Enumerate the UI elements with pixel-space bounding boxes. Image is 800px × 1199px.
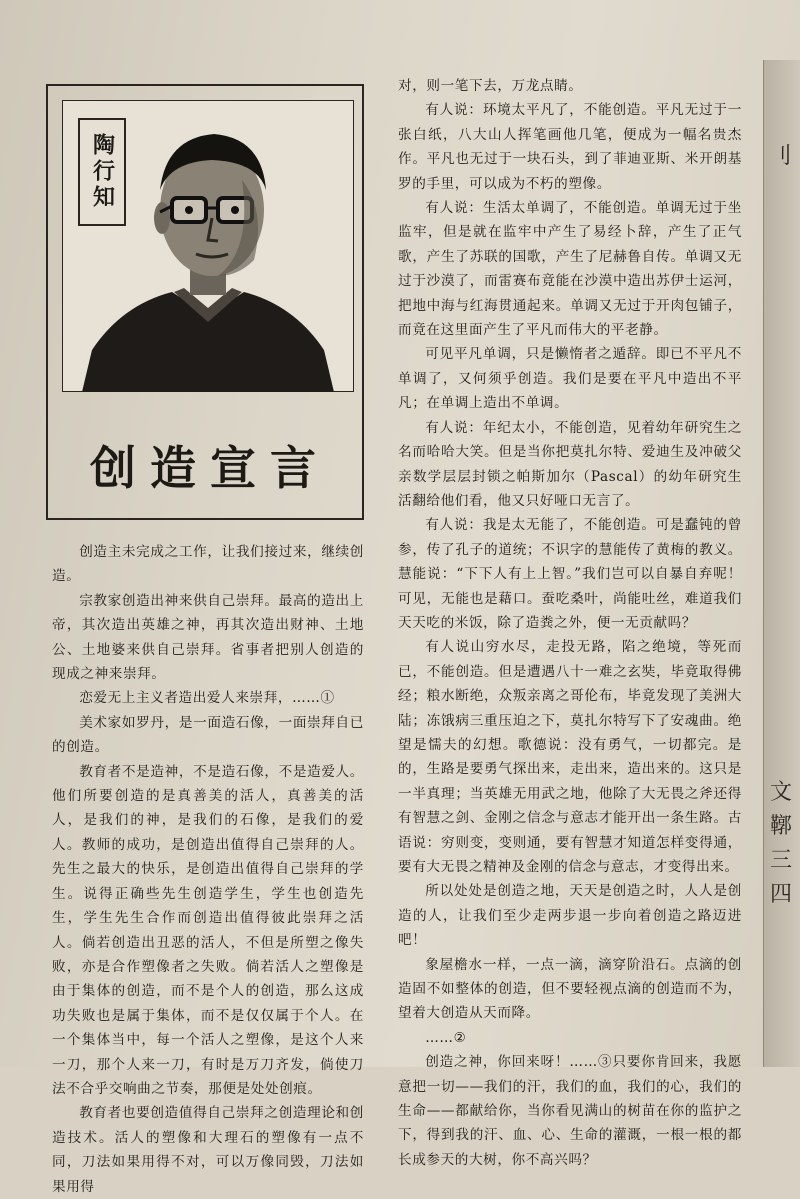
author-name-box <box>78 118 126 226</box>
paragraph: 有人说山穷水尽，走投无路，陷之绝境，等死而已，不能创造。但是遭遇八十一难之玄奘，毕竟取得佛经；粮水断绝，众叛亲离之哥伦布，毕竟发现了美洲大陆；冻饿病三重压迫之下，莫扎尔特写下了安魂曲。绝望是懦夫的幻想。歌德说：没有勇气，一切都完。是的，生路是要勇气探出来，走出来，造出来的。这只是一半真理；当英雄无用武之地，他除了大无畏之斧还得有智慧之剑、金刚之信念与意志才能开出一条生路。古语说：穷则变，变则通，要有智慧才知道怎样变得通，要有大无畏之精神及金刚的信念与意志，才变得出来。 <box>398 639 742 875</box>
paragraph: 教育者不是造神，不是造石像，不是造爱人。他们所要创造的是真善美的活人，真善美的活人，是我们的神，是我们的石像，是我们的爱人。教师的成功，是创造出值得自己崇拜的人。先生之最大的快乐，是创造出值得自己崇拜的学生。说得正确些先生创造学生，学生也创造先生，学生先生合作而创造出值得彼此崇拜之活人。倘若创造出丑恶的活人，不但是所塑之像失败，亦是合作塑像者之失败。倘若活人之塑像是由于集体的创造，而不是个人的创造，那么这成功失败也是属于集体，而不是仅仅属于个人。在一个集体当中，每一个活人之塑像，是这个人来一刀，那个人来一刀，有时是万刀齐发，倘使刀法不合乎交响曲之节奏，那便是处处创痕。 <box>52 763 364 1097</box>
right-text-column <box>398 74 742 1172</box>
spine-char: 四 <box>769 882 792 907</box>
paragraph: 有人说：生活太单调了，不能创造。单调无过于坐监牢，但是就在监牢中产生了易经卜辞，产生了正气歌，产生了苏联的国歌，产生了尼赫鲁自传。单调又无过于沙漠了，而雷赛布竟能在沙漠中造出苏伊士运河，把地中海与红海贯通起来。单调又无过于开肉包铺子，而竟在这里面产生了平凡而伟大的平老静。 <box>398 200 742 339</box>
paragraph: 创造之神，你回来呀！……③只要你肯回来，我愿意把一切——我们的汗，我们的血，我们的心，我们的生命——都献给你，当你看见满山的树苗在你的监护之下，得到我的汗、血、心、生命的灌溉，一根一根的都长成参天的大树，你不高兴吗？ <box>398 1054 742 1168</box>
paragraph: 创造主未完成之工作，让我们接过来，继续创造。 <box>52 544 364 585</box>
adjacent-page-edge <box>763 60 800 1067</box>
left-text-column <box>52 540 364 1199</box>
paragraph: 有人说：年纪太小，不能创造，见着幼年研究生之名而哈哈大笑。但是当你把莫扎尔特、爱迪生及冲破父亲数学层层封锁之帕斯加尔（Pascal）的幼年研究生活翻给他们看，他又只好哑口无言了。 <box>398 419 742 509</box>
spine-char: 刂 <box>769 144 792 169</box>
paragraph: 宗教家创造出神来供自己崇拜。最高的造出上帝，其次造出英雄之神，再其次造出财神、土地公、土地婆来供自己崇拜。省事者把别人创造的现成之神来崇拜。 <box>52 592 364 683</box>
article-title: 创造宣言 <box>90 441 330 495</box>
paragraph: 恋爱无上主义者造出爱人来崇拜，……① <box>79 690 335 707</box>
paragraph: 象屋檐水一样，一点一滴，滴穿阶沿石。点滴的创造固不如整体的创造，但不要轻视点滴的创造而不为，望着大创造从天而降。 <box>398 956 742 1022</box>
paragraph: 有人说：环境太平凡了，不能创造。平凡无过于一张白纸，八大山人挥笔画他几笔，便成为一幅名贵杰作。平凡也无过于一块石头，到了菲迪亚斯、米开朗基罗的手里，可以成为不朽的塑像。 <box>398 102 742 192</box>
spine-char: 三 <box>769 848 792 873</box>
spine-char: 文 <box>769 780 792 805</box>
spine-char: 鞹 <box>769 814 792 839</box>
paragraph: 所以处处是创造之地，天天是创造之时，人人是创造的人，让我们至少走两步退一步向着创造之路迈进吧！ <box>398 883 742 949</box>
paragraph: 美术家如罗丹，是一面造石像，一面崇拜自已的创造。 <box>52 714 364 756</box>
paragraph: ……② <box>425 1029 467 1046</box>
author-name: 陶行知 <box>89 133 115 211</box>
paragraph: 可见平凡单调，只是懒惰者之遁辞。即已不平凡不单调了，又何须乎创造。我们是要在平凡中造出不平凡；在单调上造出不单调。 <box>398 346 742 412</box>
paragraph: 对，则一笔下去，万龙点睛。 <box>398 78 583 94</box>
paragraph: 教育者也要创造值得自己崇拜之创造理论和创造技术。活人的塑像和大理石的塑像有一点不同，刀法如果用得不对，可以万像同毁，刀法如果用得 <box>52 1105 364 1195</box>
paragraph: 有人说：我是太无能了，不能创造。可是蠢钝的曾参，传了孔子的道统；不识字的慧能传了黄梅的教义。慧能说：“下下人有上上智。”我们岂可以自暴自弃呢！可见，无能也是藉口。蚕吃桑叶，尚能吐丝，难道我们天天吃的米饭，除了造粪之外，便一无贡献吗？ <box>398 517 742 631</box>
